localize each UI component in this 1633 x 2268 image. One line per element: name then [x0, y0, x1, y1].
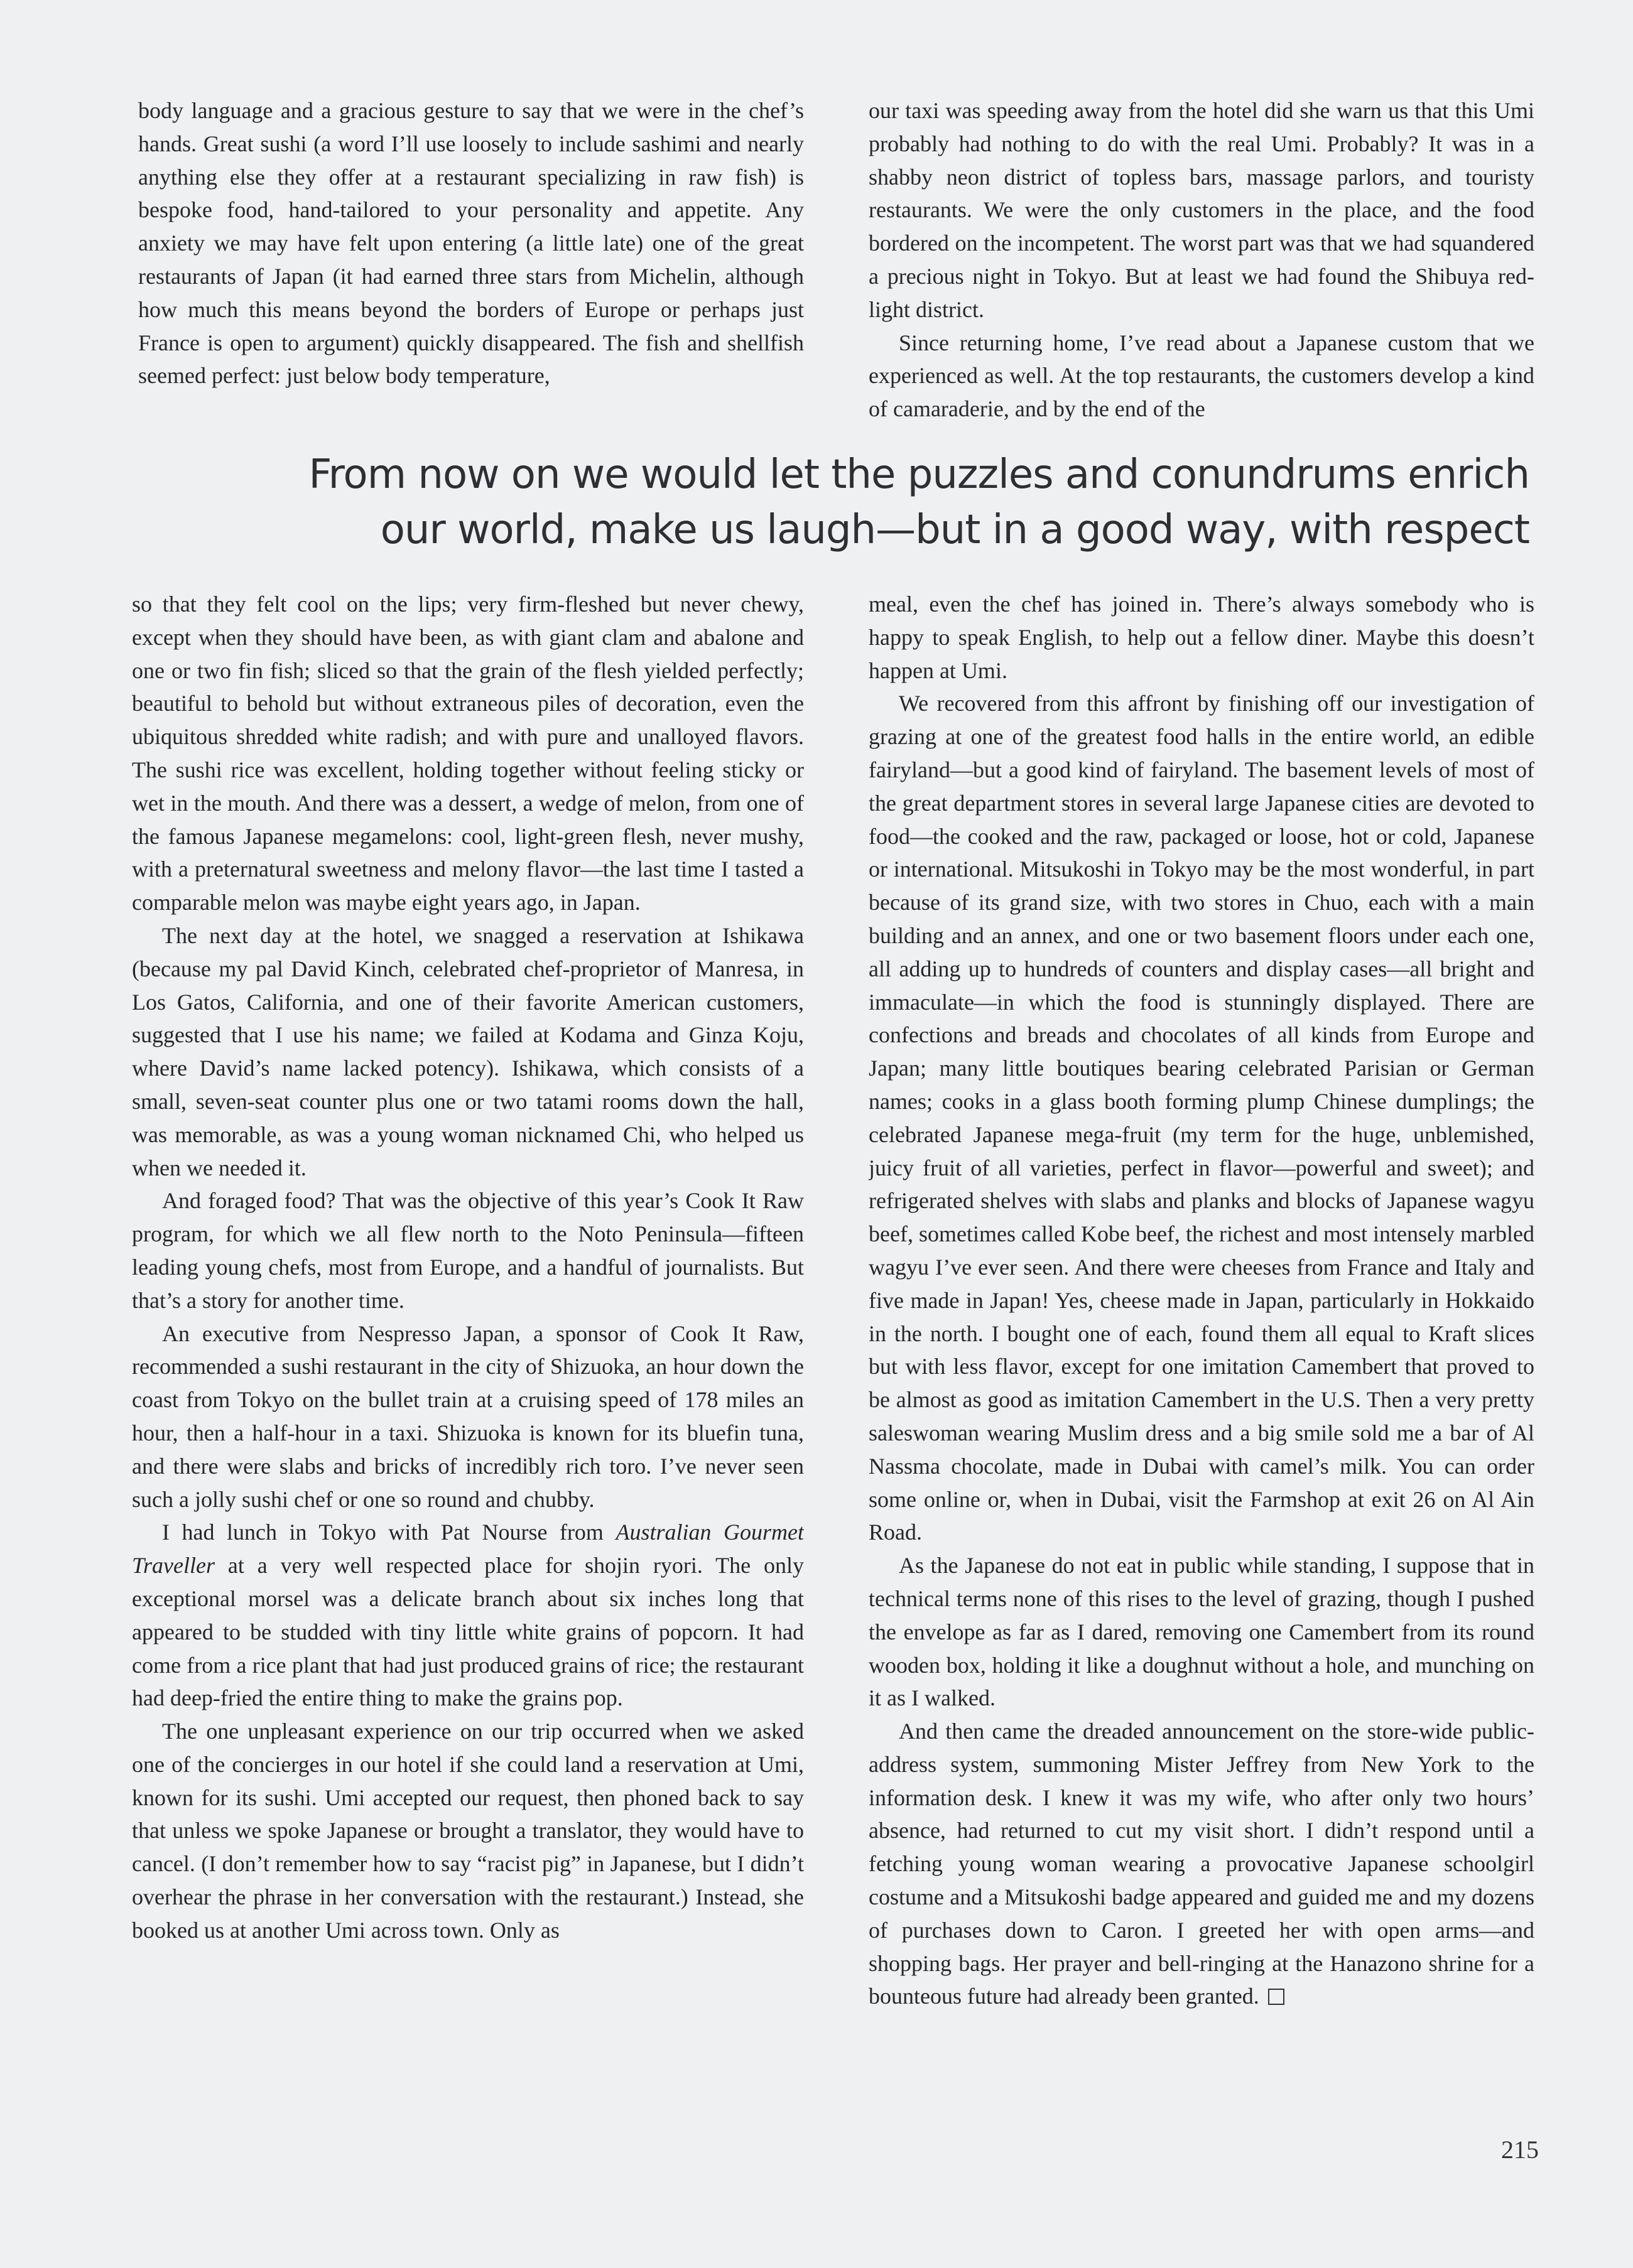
end-mark-icon: [1268, 1989, 1284, 2005]
right-column-bottom: [869, 588, 1534, 2120]
paragraph: our taxi was speeding away from the hotel did she warn us that this Umi probably had nothing to do with the real Umi. Probably? It was in a shabby neon district of topless bars, massage parlors, and touristy restaurants. We were the only customers in the place, and the food bordered on the incompetent. The worst part was that we had squandered a precious night in Tokyo. But at least we had found the Shibuya red-light district.: [869, 98, 1534, 322]
paragraph: And foraged food? That was the objective of this year’s Cook It Raw program, for which we all flew north to the Noto Peninsula—fifteen leading young chefs, most from Europe, and a handful of journalists. But that’s a story for another time.: [132, 1188, 804, 1313]
paragraph: [132, 1516, 804, 1715]
left-column-top: [138, 94, 804, 427]
paragraph-text: And then came the dreaded announcement on the store-wide public-address system, summoning Mister Jeffrey from New York to the information desk. I knew it was my wife, who after only two hours’ absence, had returned to cut my visit short. I didn’t respond until a fetching young woman wearing a provocative Japanese schoolgirl costume and a Mitsukoshi badge appeared and guided me and my dozens of purchases down to Caron. I greeted her with open arms—and shopping bags. Her prayer and bell-ringing at the Hanazono shrine for a bounteous future had already been granted.: [869, 1719, 1534, 2009]
paragraph: An executive from Nespresso Japan, a sponsor of Cook It Raw, recommended a sushi restaurant in the city of Shizuoka, an hour down the coast from Tokyo on the bullet train at a cruising speed of 178 miles an hour, then a half-hour in a taxi. Shizuoka is known for its bluefin tuna, and there were slabs and bricks of incredibly rich toro. I’ve never seen such a jolly sushi chef or one so round and chubby.: [132, 1320, 804, 1512]
paragraph: Since returning home, I’ve read about a Japanese custom that we experienced as well. At the top restaurants, the customers develop a kind of camaraderie, and by the end of the: [869, 330, 1534, 422]
pull-quote: [151, 447, 1529, 558]
paragraph: We recovered from this affront by finishing off our investigation of grazing at one of the greatest food halls in the entire world, an edible fairyland—but a good kind of fairyland. The basement levels of most of the great department stores in several large Japanese cities are devoted to food—the cooked and the raw, packaged or loose, hot or cold, Japanese or international. Mitsukoshi in Tokyo may be the most wonderful, in part because of its grand size, with two stores in Chuo, each with a main building and an annex, and one or two basement floors under each one, all adding up to hundreds of counters and display cases—all bright and immaculate—in which the food is stunningly displayed. There are confections and breads and chocolates of all kinds from Europe and Japan; many little boutiques bearing celebrated Parisian or German names; cooks in a glass booth forming plump Chinese dumplings; the celebrated Japanese mega-fruit (my term for the huge, unblemished, juicy fruit of all varieties, perfect in flavor—powerful and sweet); and refrigerated shelves with slabs and planks and blocks of Japanese wagyu beef, sometimes called Kobe beef, the richest and most intensely marbled wagyu I’ve ever seen. And there were cheeses from France and Italy and five made in Japan! Yes, cheese made in Japan, particularly in Hokkaido in the north. I bought one of each, found them all equal to Kraft slices but with less flavor, except for one imitation Camembert that proved to be almost as good as imitation Camembert in the U.S. Then a very pretty saleswoman wearing Muslim dress and a big smile sold me a bar of Al Nassma chocolate, made in Dubai with camel’s milk. You can order some online or, when in Dubai, visit the Farmshop at exit 26 on Al Ain Road.: [869, 691, 1534, 1545]
paragraph-text: at a very well respected place for shojin ryori. The only exceptional morsel was a delicate branch about six inches long that appeared to be studded with tiny little white grains of popcorn. It had come from a rice plant that had just produced grains of rice; the restaurant had deep-fried the entire thing to make the grains pop.: [132, 1553, 804, 1711]
paragraph: As the Japanese do not eat in public while standing, I suppose that in technical terms none of this rises to the level of grazing, though I pushed the envelope as far as I dared, removing one Camembert from its round wooden box, holding it like a doughnut without a hole, and munching on it as I walked.: [869, 1553, 1534, 1711]
paragraph: body language and a gracious gesture to say that we were in the chef’s hands. Great sushi (a word I’ll use loosely to include sashimi and nearly anything else they offer at a restaurant specializing in raw fish) is bespoke food, hand-tailored to your personality and appetite. Any anxiety we may have felt upon entering (a little late) one of the great restaurants of Japan (it had earned three stars from Michelin, although how much this means beyond the borders of Europe or perhaps just France is open to argument) quickly disappeared. The fish and shellfish seemed perfect: just below body temperature,: [138, 98, 804, 389]
left-column-bottom: [132, 588, 804, 2120]
paragraph: so that they felt cool on the lips; very firm-fleshed but never chewy, except when they should have been, as with giant clam and abalone and one or two fin fish; sliced so that the grain of the flesh yielded perfectly; beautiful to behold but without extraneous piles of decoration, even the ubiquitous shredded white radish; and with pure and unalloyed flavors. The sushi rice was excellent, holding together without feeling sticky or wet in the mouth. And there was a dessert, a wedge of melon, from one of the famous Japanese megamelons: cool, light-green flesh, never mushy, with a preternatural sweetness and melony flavor—the last time I tasted a comparable melon was maybe eight years ago, in Japan.: [132, 591, 804, 915]
paragraph: meal, even the chef has joined in. There’s always somebody who is happy to speak English, to help out a fellow diner. Maybe this doesn’t happen at Umi.: [869, 591, 1534, 683]
paragraph: The one unpleasant experience on our trip occurred when we asked one of the concierges in our hotel if she could land a reservation at Umi, known for its sushi. Umi accepted our request, then phoned back to say that unless we spoke Japanese or brought a translator, they would have to cancel. (I don’t remember how to say “racist pig” in Japanese, but I didn’t overhear the phrase in her conversation with the restaurant.) Instead, she booked us at another Umi across town. Only as: [132, 1719, 804, 1943]
pull-quote-line-1: From now on we would let the puzzles and conundrums enrich: [308, 451, 1529, 498]
paragraph: The next day at the hotel, we snagged a reservation at Ishikawa (because my pal David Kinch, celebrated chef-proprietor of Manresa, in Los Gatos, California, and one of their favorite American customers, suggested that I use his name; we failed at Kodama and Ginza Koju, where David’s name lacked potency). Ishikawa, which consists of a small, seven-seat counter plus one or two tatami rooms down the hall, was memorable, as was a young woman nicknamed Chi, who helped us when we needed it.: [132, 922, 804, 1180]
publication-title: Australian Gourmet Traveller: [132, 1520, 804, 1579]
pull-quote-line-2: our world, make us laugh—but in a good way, with respect: [380, 507, 1529, 553]
right-column-top: [869, 94, 1534, 427]
paragraph: [869, 1715, 1534, 2013]
paragraph-text: I had lunch in Tokyo with Pat Nourse from: [162, 1520, 616, 1545]
page-number: 215: [1501, 2136, 1539, 2164]
